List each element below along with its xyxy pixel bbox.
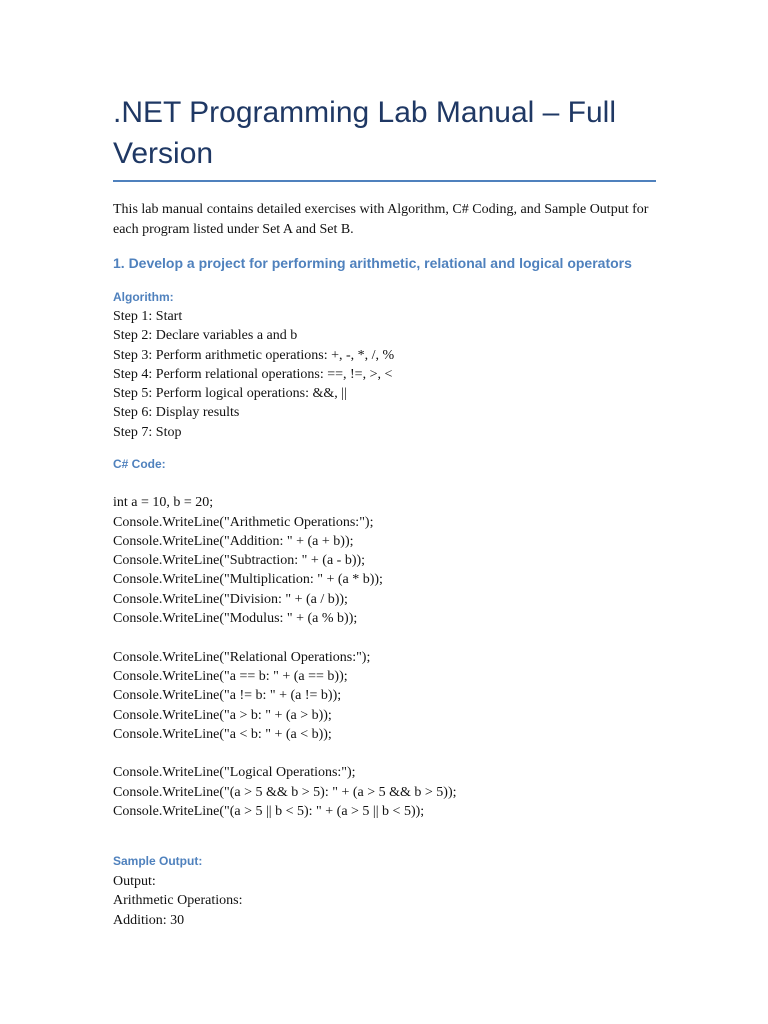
sample-output-heading: Sample Output: — [113, 854, 203, 868]
algorithm-step: Step 7: Stop — [113, 424, 182, 440]
intro-paragraph: This lab manual contains detailed exercises with Algorithm, C# Coding, and Sample Output for each program listed under Set A and Set B. — [113, 202, 649, 237]
code-line: Console.WriteLine("Subtraction: " + (a - b)); — [113, 553, 366, 569]
code-line: Console.WriteLine("a != b: " + (a != b)); — [113, 688, 342, 704]
code-line: Console.WriteLine("a > b: " + (a > b)); — [113, 707, 332, 723]
code-line — [113, 474, 673, 493]
code-line: Console.WriteLine("(a > 5 && b > 5): " + (a > 5 && b > 5)); — [113, 784, 457, 800]
algorithm-step: Step 6: Display results — [113, 405, 240, 421]
code-line — [113, 628, 673, 647]
code-line: Console.WriteLine("Modulus: " + (a % b)); — [113, 611, 358, 627]
title-divider — [113, 180, 656, 182]
output-line: Addition: 30 — [113, 912, 185, 928]
output-line: Output: — [113, 874, 156, 889]
code-line: Console.WriteLine("a == b: " + (a == b)); — [113, 668, 348, 684]
code-line: Console.WriteLine("Logical Operations:"); — [113, 765, 356, 781]
section-heading: 1. Develop a project for performing arithmetic, relational and logical operators — [113, 255, 632, 271]
algorithm-step: Step 4: Perform relational operations: ==, !=, >, < — [113, 366, 393, 382]
algorithm-steps — [113, 307, 673, 442]
code-line: Console.WriteLine("Multiplication: " + (a * b)); — [113, 572, 383, 588]
code-block — [113, 474, 673, 821]
algorithm-step: Step 5: Perform logical operations: &&, || — [113, 386, 347, 402]
algorithm-step: Step 3: Perform arithmetic operations: +, -, *, /, % — [113, 347, 395, 363]
algorithm-step: Step 1: Start — [113, 309, 183, 324]
code-heading: C# Code: — [113, 457, 166, 471]
algorithm-heading: Algorithm: — [113, 290, 174, 304]
code-line: int a = 10, b = 20; — [113, 495, 214, 511]
algorithm-step: Step 2: Declare variables a and b — [113, 328, 298, 344]
code-line — [113, 744, 673, 763]
code-line: Console.WriteLine("Division: " + (a / b)); — [113, 591, 348, 607]
code-line: Console.WriteLine("a < b: " + (a < b)); — [113, 726, 332, 742]
code-line: Console.WriteLine("Addition: " + (a + b)); — [113, 533, 354, 549]
code-line: Console.WriteLine("Arithmetic Operations:"); — [113, 514, 374, 530]
output-line: Arithmetic Operations: — [113, 893, 243, 909]
document-title: .NET Programming Lab Manual – Full Version — [113, 96, 616, 170]
code-line: Console.WriteLine("(a > 5 || b < 5): " + (a > 5 || b < 5)); — [113, 804, 425, 820]
sample-output — [113, 872, 673, 930]
code-line: Console.WriteLine("Relational Operations:"); — [113, 649, 371, 665]
